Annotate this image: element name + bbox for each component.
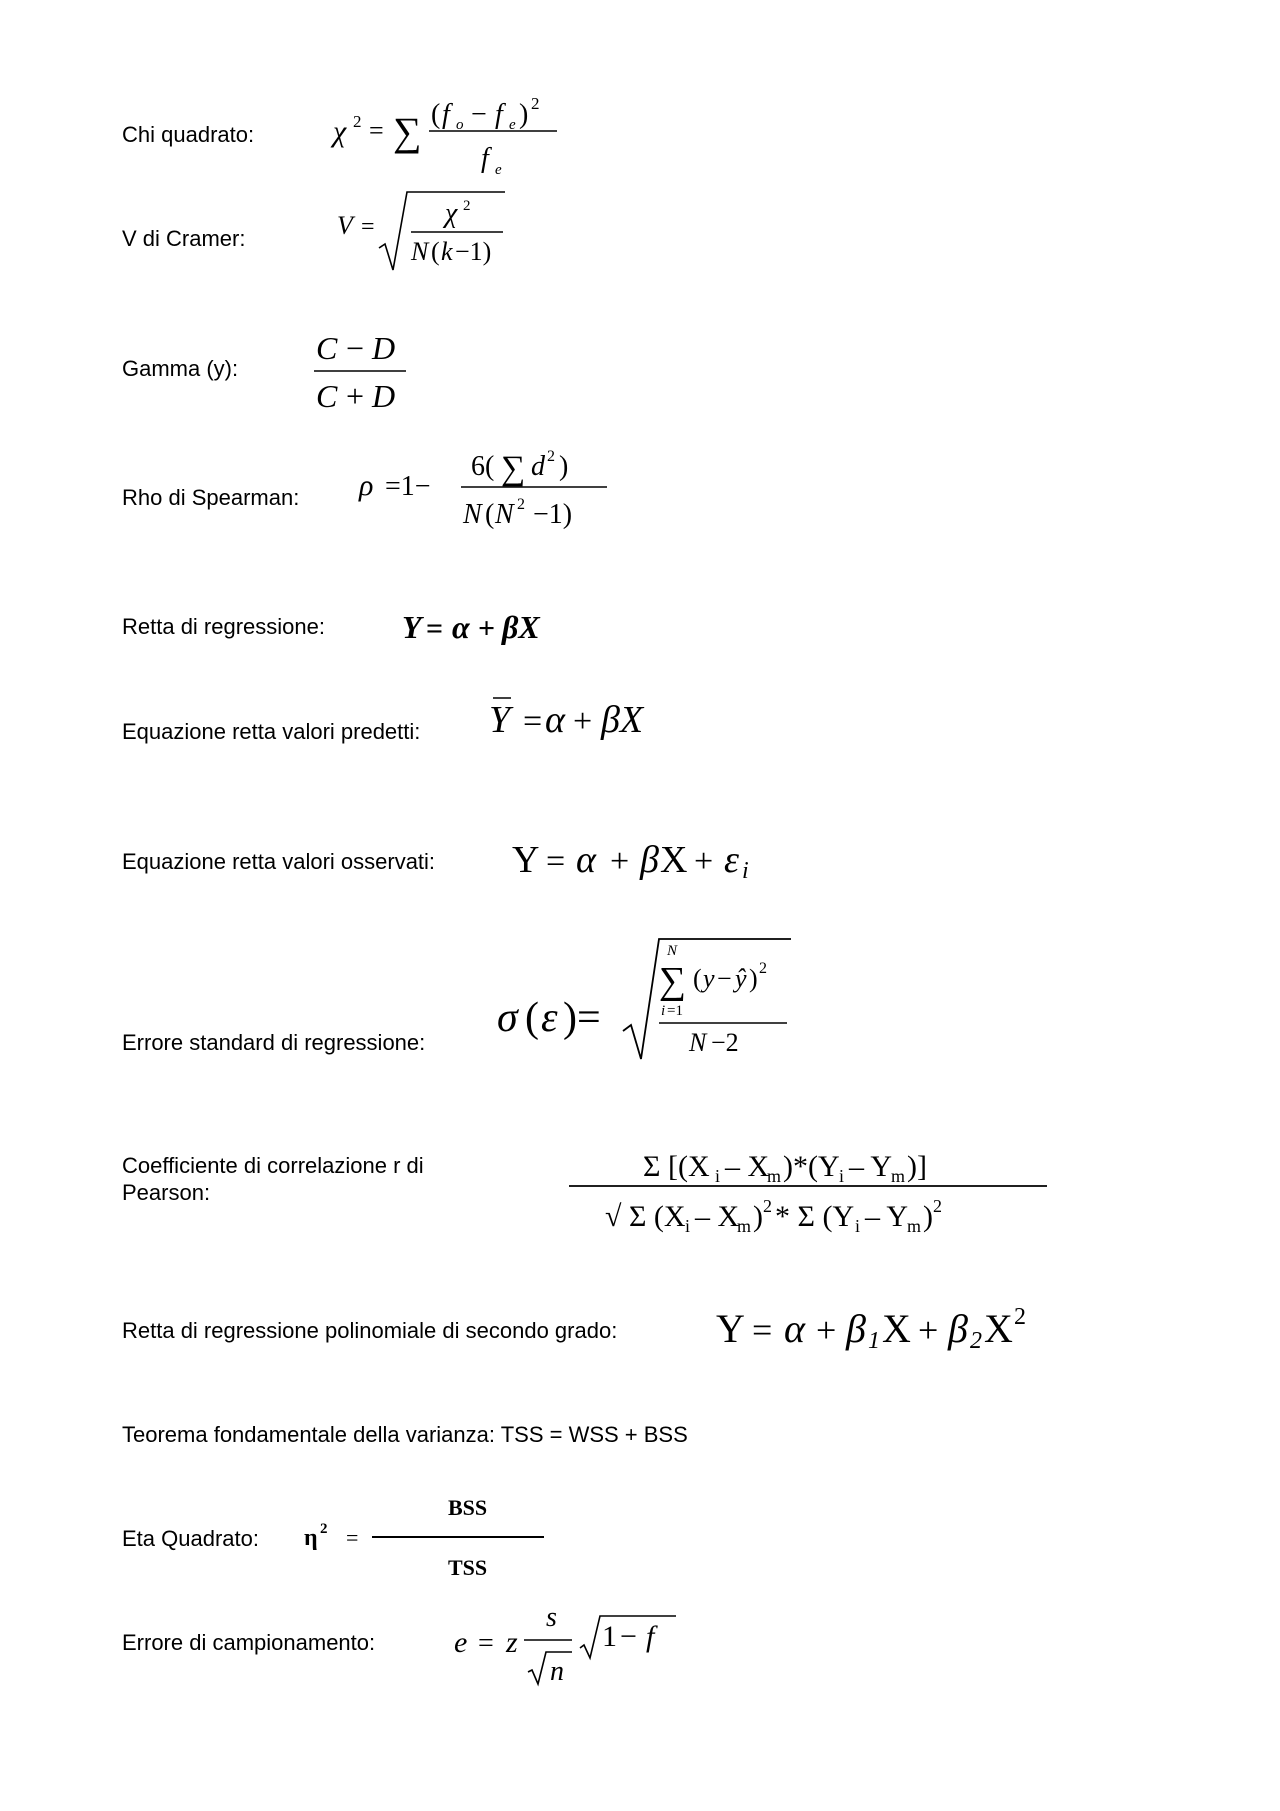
svg-text:Y: Y — [402, 609, 422, 645]
svg-text:k: k — [441, 237, 453, 266]
svg-text:=: = — [546, 843, 566, 880]
formula-observed-values — [510, 832, 800, 892]
svg-text:): ) — [923, 1200, 933, 1233]
svg-text:n: n — [550, 1656, 564, 1687]
svg-text:−1): −1) — [533, 499, 573, 530]
svg-text:=: = — [369, 116, 384, 145]
svg-text:=1: =1 — [667, 1003, 683, 1019]
svg-text:(: ( — [525, 995, 539, 1041]
label-gamma: Gamma (y): — [122, 356, 239, 381]
svg-text:=: = — [426, 612, 444, 645]
svg-text:i: i — [742, 858, 749, 884]
svg-text:2: 2 — [517, 496, 525, 513]
formula-polynomial-regression — [712, 1290, 1057, 1360]
svg-text:)]: )] — [907, 1150, 927, 1183]
svg-text:+: + — [610, 843, 630, 880]
svg-text:): ) — [559, 451, 569, 482]
svg-text:m: m — [907, 1216, 922, 1236]
svg-text:α: α — [784, 1306, 805, 1351]
label-errore-campionamento: Errore di campionamento: — [122, 1630, 376, 1655]
formula-gamma — [310, 325, 420, 415]
label-regressione-polinomiale: Retta di regressione polinomiale di secondo grado: — [122, 1318, 618, 1343]
svg-text:f: f — [481, 143, 489, 174]
formula-cramer-v — [335, 188, 515, 278]
svg-text:+: + — [346, 378, 365, 414]
svg-text:N: N — [667, 943, 678, 959]
svg-text:N: N — [495, 499, 514, 530]
svg-text:z: z — [506, 1626, 518, 1659]
svg-text:2: 2 — [547, 448, 555, 465]
label-errore-standard: Errore standard di regressione: — [122, 1030, 426, 1055]
svg-text:1: 1 — [602, 1620, 617, 1653]
svg-text:∑: ∑ — [393, 109, 422, 154]
svg-text:s: s — [546, 1602, 557, 1633]
svg-text:−: − — [471, 99, 487, 130]
svg-text:χ: χ — [333, 115, 347, 148]
svg-text:ε: ε — [541, 995, 558, 1041]
svg-text:X: X — [882, 1306, 911, 1351]
svg-text:C: C — [316, 378, 338, 414]
svg-text:+: + — [573, 703, 593, 740]
svg-text:α: α — [576, 839, 596, 881]
svg-text:): ) — [749, 964, 758, 993]
svg-text:f: f — [495, 99, 503, 130]
svg-text:f: f — [646, 1620, 655, 1653]
svg-text:– Y: – Y — [849, 1150, 893, 1183]
svg-text:η: η — [304, 1525, 318, 1551]
svg-text:Y: Y — [512, 839, 540, 881]
svg-text:+: + — [478, 612, 496, 645]
svg-text:=: = — [478, 1628, 494, 1659]
svg-text:– Y: – Y — [865, 1200, 909, 1233]
label-valori-osservati: Equazione retta valori osservati: — [122, 849, 436, 874]
svg-text:o: o — [456, 117, 464, 133]
svg-text:y: y — [703, 964, 715, 993]
svg-text:−1): −1) — [455, 237, 492, 266]
label-teorema-varianza: Teorema fondamentale della varianza: TSS = WSS + BSS — [122, 1422, 688, 1447]
svg-text:2: 2 — [1014, 1304, 1026, 1330]
svg-text:σ: σ — [497, 995, 518, 1041]
svg-text:D: D — [372, 330, 396, 366]
svg-text:TSS: TSS — [448, 1555, 488, 1580]
svg-text:X: X — [984, 1306, 1013, 1351]
formula-regression-line — [400, 600, 600, 650]
svg-text:α: α — [452, 609, 470, 645]
svg-text:=: = — [523, 703, 543, 740]
formula-spearman-rho — [355, 435, 615, 535]
svg-text:∑: ∑ — [501, 450, 526, 487]
svg-text:−: − — [717, 964, 732, 993]
label-rho-spearman: Rho di Spearman: — [122, 485, 300, 510]
svg-text:+: + — [694, 843, 714, 880]
svg-text:β: β — [948, 1306, 968, 1351]
svg-text:=: = — [346, 1525, 359, 1550]
svg-text:2: 2 — [353, 112, 362, 131]
svg-text:N: N — [411, 237, 429, 266]
svg-text:2: 2 — [759, 960, 767, 977]
svg-text:=1−: =1− — [385, 471, 431, 502]
svg-text:D: D — [372, 378, 396, 414]
label-chi-quadrato: Chi quadrato: — [122, 122, 255, 147]
svg-text:Σ [(X: Σ [(X — [643, 1150, 710, 1183]
label-eta-quadrato: Eta Quadrato: — [122, 1526, 259, 1551]
svg-text:i: i — [839, 1166, 845, 1186]
formula-sampling-error — [450, 1600, 690, 1690]
svg-text:2: 2 — [320, 1521, 328, 1537]
formula-predicted-values — [485, 688, 685, 758]
svg-text:√ Σ (X: √ Σ (X — [605, 1200, 686, 1233]
svg-text:−2: −2 — [711, 1028, 739, 1057]
formula-pearson-r — [565, 1140, 1050, 1240]
svg-text:=: = — [361, 214, 375, 240]
svg-text:+: + — [816, 1310, 837, 1350]
svg-text:+: + — [918, 1310, 939, 1350]
svg-text:βX: βX — [601, 699, 644, 741]
svg-text:)*(Y: )*(Y — [783, 1150, 840, 1183]
svg-text:−: − — [620, 1620, 637, 1653]
svg-text:(: ( — [693, 964, 702, 993]
label-valori-predetti: Equazione retta valori predetti: — [122, 719, 421, 744]
svg-text:): ) — [519, 99, 529, 130]
svg-text:e: e — [509, 117, 516, 133]
svg-text:2: 2 — [970, 1328, 982, 1354]
svg-text:(: ( — [431, 237, 440, 266]
svg-text:2: 2 — [933, 1196, 942, 1216]
svg-text:ŷ: ŷ — [735, 964, 747, 993]
svg-text:(: ( — [431, 99, 441, 130]
svg-text:2: 2 — [763, 1196, 772, 1216]
svg-text:* Σ (Y: * Σ (Y — [775, 1200, 855, 1233]
svg-text:β: β — [640, 839, 659, 881]
svg-text:i: i — [685, 1216, 691, 1236]
label-v-cramer: V di Cramer: — [122, 226, 246, 251]
svg-text:e: e — [495, 162, 502, 178]
svg-text:1: 1 — [868, 1328, 880, 1354]
svg-text:BSS: BSS — [448, 1495, 488, 1520]
label-retta-regressione: Retta di regressione: — [122, 614, 325, 639]
svg-text:(: ( — [485, 499, 495, 530]
svg-text:ρ: ρ — [359, 469, 374, 502]
svg-text:m: m — [891, 1166, 906, 1186]
svg-text:f: f — [442, 99, 450, 130]
svg-text:)=: )= — [563, 995, 601, 1041]
svg-text:m: m — [767, 1166, 782, 1186]
svg-text:N: N — [689, 1028, 707, 1057]
svg-text:βX: βX — [502, 609, 540, 645]
svg-text:2: 2 — [531, 94, 540, 113]
svg-text:α: α — [545, 699, 565, 741]
svg-text:– X: – X — [725, 1150, 770, 1183]
svg-text:Y: Y — [716, 1306, 745, 1351]
formula-chi-square — [325, 85, 585, 180]
svg-text:6(: 6( — [471, 451, 495, 482]
svg-text:C: C — [316, 330, 338, 366]
formula-eta-squared — [302, 1483, 552, 1588]
svg-text:e: e — [454, 1626, 468, 1659]
label-r-pearson: Coefficiente di correlazione r di Pearson: — [122, 1153, 424, 1205]
svg-text:): ) — [753, 1200, 763, 1233]
svg-text:V: V — [337, 211, 353, 240]
formula-standard-error — [495, 935, 805, 1065]
svg-text:m: m — [737, 1216, 752, 1236]
svg-text:i: i — [661, 1003, 666, 1019]
svg-text:i: i — [715, 1166, 721, 1186]
svg-text:χ: χ — [445, 198, 458, 229]
svg-text:Y: Y — [489, 699, 511, 741]
svg-text:∑: ∑ — [659, 960, 687, 1002]
svg-text:i: i — [855, 1216, 861, 1236]
svg-text:N: N — [463, 499, 482, 530]
svg-text:– X: – X — [695, 1200, 740, 1233]
svg-text:=: = — [752, 1310, 773, 1350]
svg-text:2: 2 — [463, 198, 471, 214]
svg-text:d: d — [531, 451, 545, 482]
svg-text:−: − — [346, 330, 365, 366]
svg-text:X: X — [660, 839, 688, 881]
svg-text:β: β — [846, 1306, 866, 1351]
svg-text:ε: ε — [724, 839, 739, 881]
